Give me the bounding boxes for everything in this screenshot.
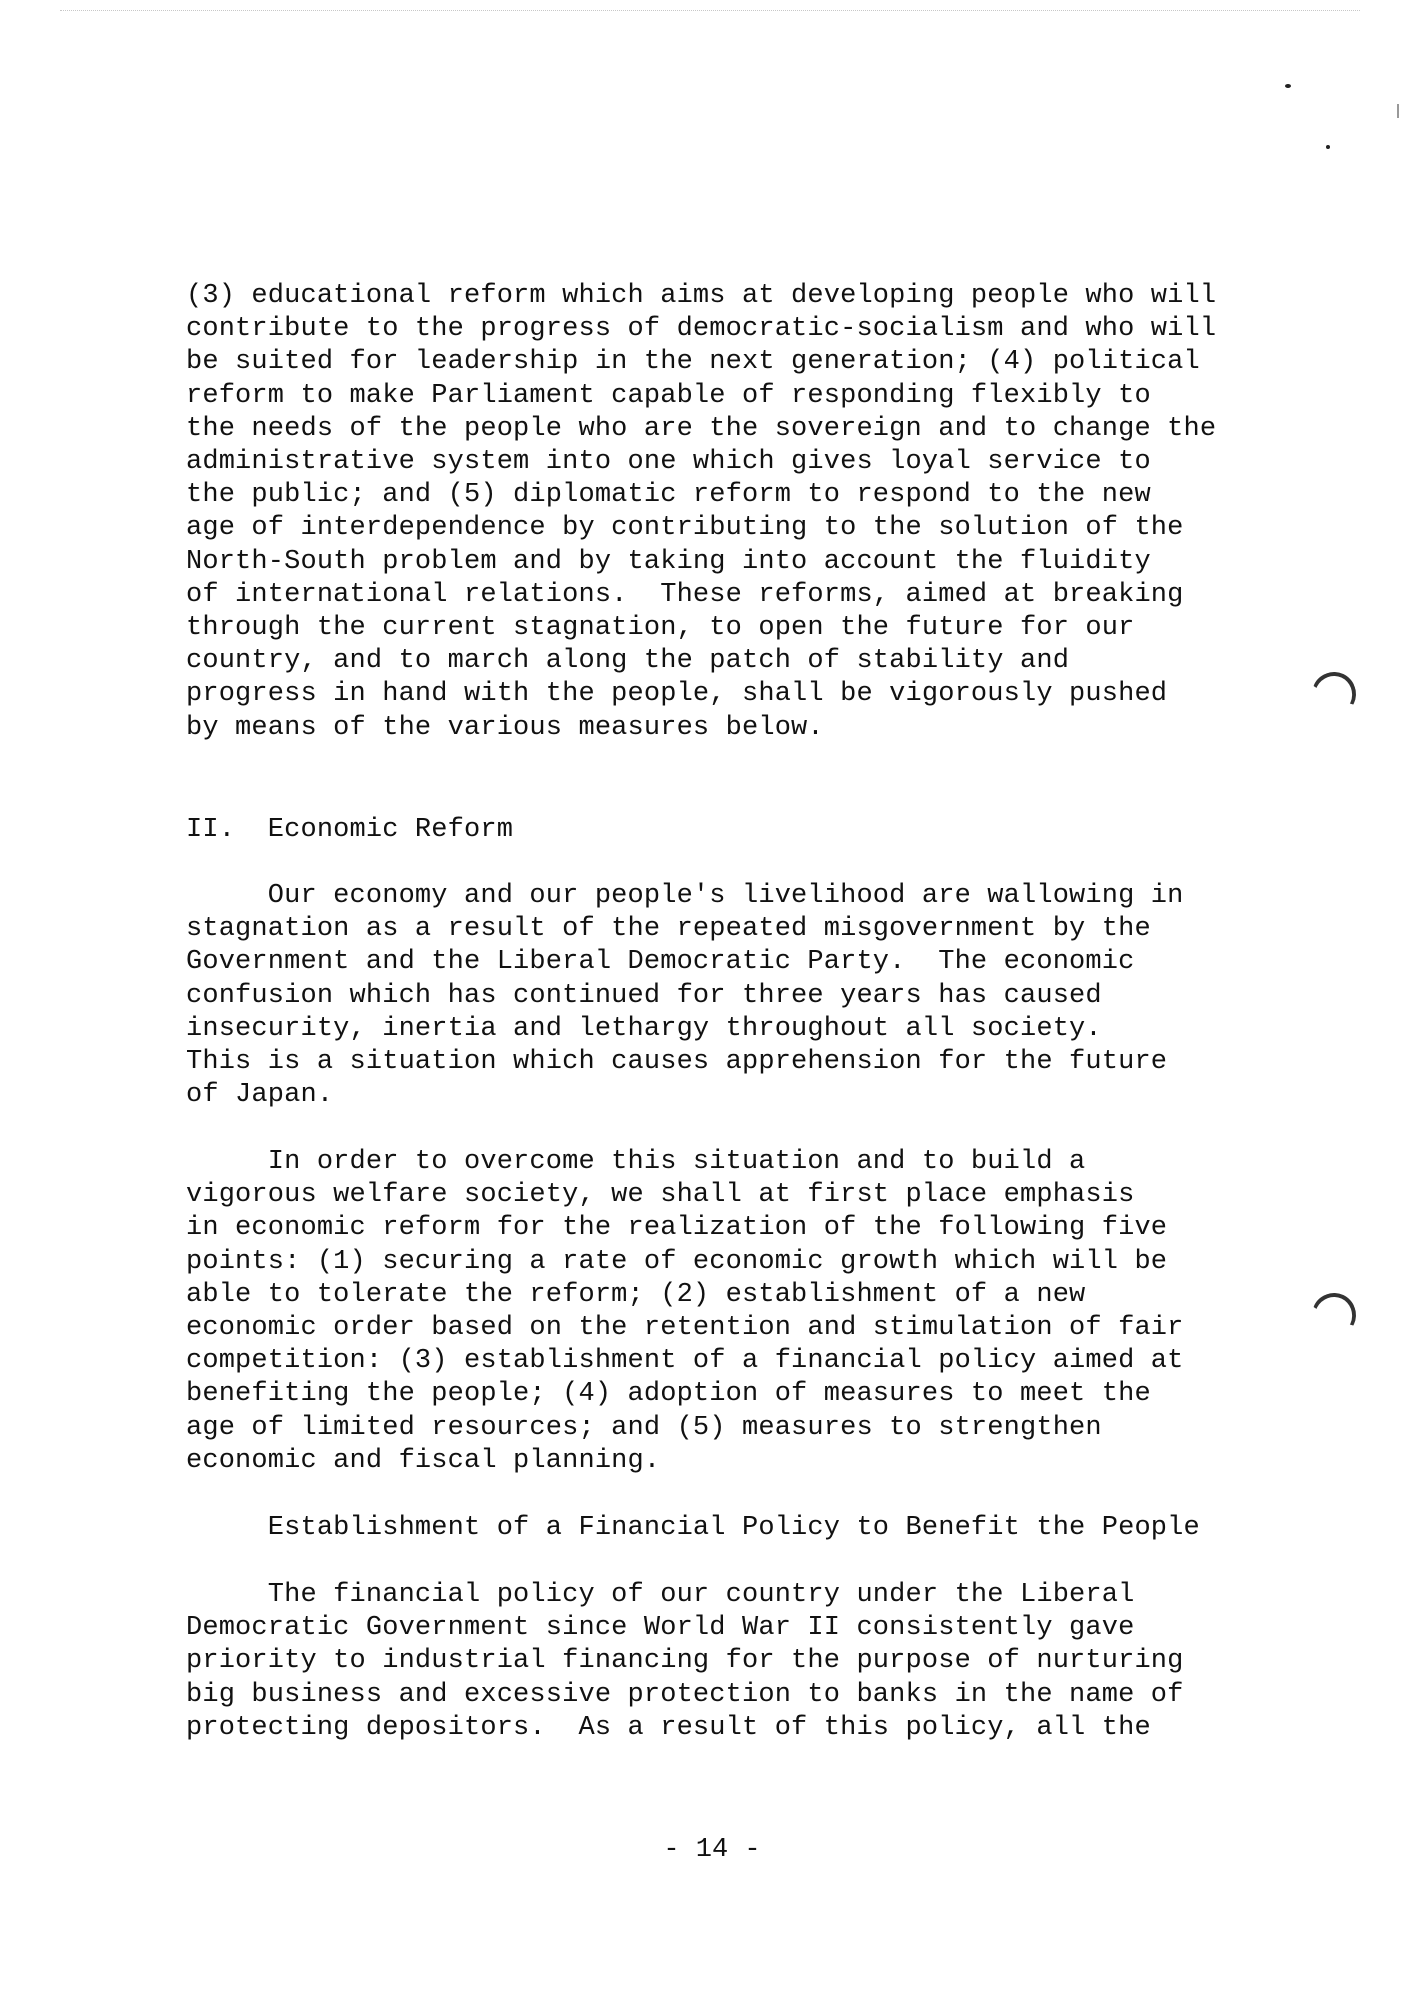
paragraph-five-points: In order to overcome this situation and to build a vigorous welfare society, we shall at first place emphasis in economic reform for the realization of the following five points: (1) securing a rate of economic growth which will be able to tolerate the reform; (2) establishment of a new economic order based on the retention and stimulation of fair competition: (3) establishment of a financial policy aimed at benefiting the people; (4) adoption of measures to meet the age of limited resources; and (5) measures to strengthen economic and fiscal planning. — [186, 1147, 1184, 1476]
paragraph-economy-stagnation: Our economy and our people's livelihood are wallowing in stagnation as a result of the repeated misgovernment by the Government and the Liberal Democratic Party. The economic confusion which has continued for three years has caused insecurity, inertia and lethargy throughout all society. This is a situation which causes apprehension for the future of Japan. — [186, 881, 1184, 1111]
scan-noise — [60, 10, 1360, 13]
paragraph-financial-policy: The financial policy of our country under the Liberal Democratic Government since World War II consistently gave priority to industrial financing for the purpose of nurturing big business and excessive protection to banks in the name of protecting depositors. As a result of this policy, all the — [186, 1580, 1184, 1743]
scan-edge-mark — [1397, 104, 1399, 118]
subheading-financial-policy: Establishment of a Financial Policy to Benefit the People — [186, 1513, 1200, 1543]
section-heading: II. Economic Reform — [186, 815, 514, 845]
scan-speck — [1326, 145, 1330, 149]
page-number: - 14 - — [663, 1835, 761, 1865]
punch-hole-mark — [1306, 1287, 1362, 1343]
scan-speck — [1285, 84, 1291, 88]
paragraph-reforms-continued: (3) educational reform which aims at developing people who will contribute to the progress of democratic-socialism and who will be suited for leadership in the next generation; (4) political reform to make Parliament capable of responding flexibly to the needs of the people who are the sovereign and to change the administrative system into one which gives loyal service to the public; and (5) diplomatic reform to respond to the new age of interdependence by contributing to the solution of the North-South problem and by taking into account the fluidity of international relations. These reforms, aimed at breaking through the current stagnation, to open the future for our country, and to march along the patch of stability and progress in hand with the people, shall be vigorously pushed by means of the various measures below. — [186, 281, 1217, 743]
punch-hole-mark — [1306, 666, 1362, 722]
